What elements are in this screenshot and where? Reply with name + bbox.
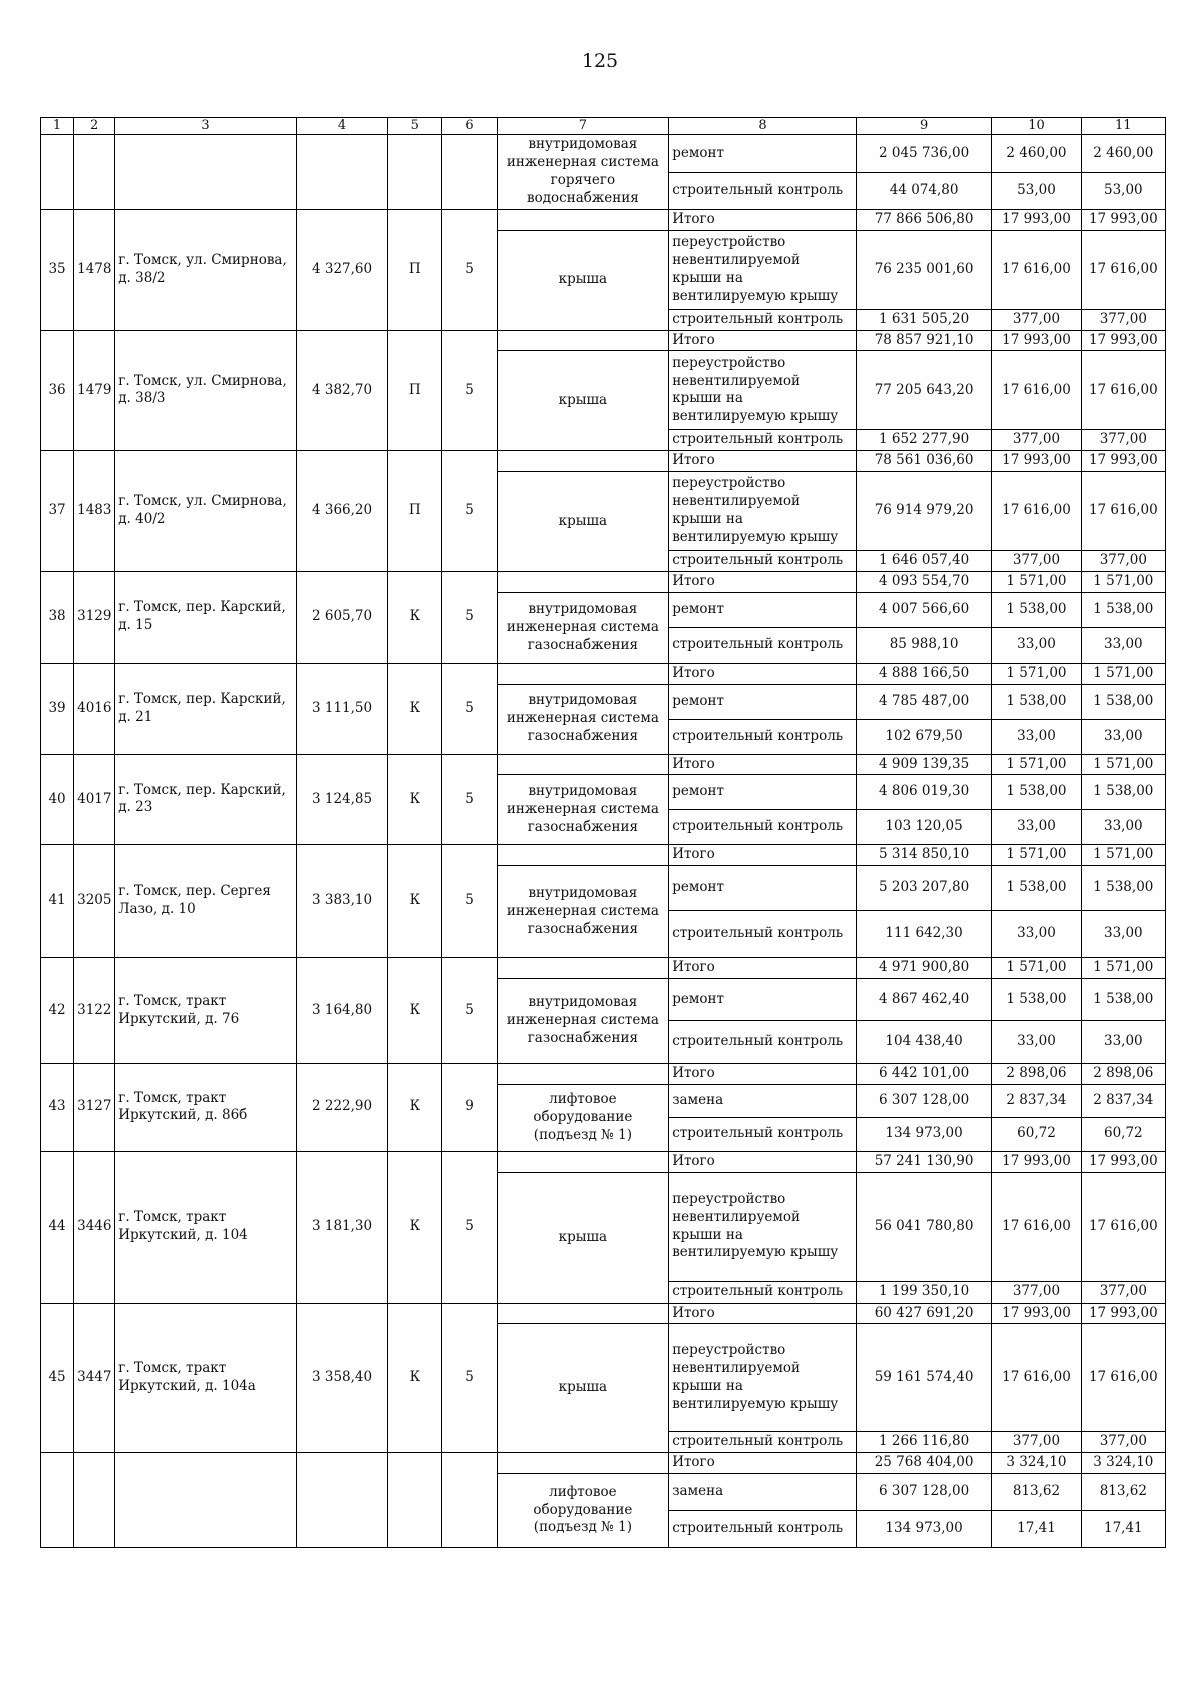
unit-cost-cell: 17,41 [992,1511,1081,1548]
element-cell: внутридомовая инженерная система газоснабжения [497,592,669,663]
element-cell [497,1151,669,1172]
area-cell: 3 383,10 [296,845,387,958]
house-id-cell: 1483 [74,451,115,572]
column-number-header-row [41,118,1166,135]
cost-cell: 59 161 574,40 [856,1324,991,1432]
cost-cell: 102 679,50 [856,719,991,754]
unit-cost-cell: 17 616,00 [992,1324,1081,1432]
cost-cell: 56 041 780,80 [856,1172,991,1281]
cost-cell: 134 973,00 [856,1511,991,1548]
floors-cell: 5 [442,571,497,663]
column-number: 2 [74,118,115,135]
address-cell: г. Томск, тракт Иркутский, д. 104 [115,1151,297,1303]
house-id-cell: 3446 [74,1151,115,1303]
address-cell [115,135,297,210]
element-cell: лифтовое оборудование (подъезд № 1) [497,1474,669,1548]
unit-cost-cell: 377,00 [992,1432,1081,1453]
unit-cost-cell: 1 571,00 [992,754,1081,775]
work-type-cell: строительный контроль [669,1020,857,1063]
work-type-cell: переустройство невентилируемой крыши на вентилируемую крышу [669,472,857,551]
work-type-cell: Итого [669,1303,857,1324]
floors-cell: 5 [442,210,497,331]
cost-cell: 1 266 116,80 [856,1432,991,1453]
cost-cell: 4 909 139,35 [856,754,991,775]
unit-cost-cell: 1 538,00 [992,775,1081,810]
area-cell: 2 605,70 [296,571,387,663]
row-number-cell: 41 [41,845,74,958]
material-cell: П [388,330,442,451]
column-number: 1 [41,118,74,135]
limit-cost-cell: 53,00 [1081,173,1165,210]
limit-cost-cell: 1 571,00 [1081,571,1165,592]
limit-cost-cell: 1 571,00 [1081,663,1165,684]
element-cell: внутридомовая инженерная система газоснабжения [497,978,669,1063]
work-type-cell: замена [669,1084,857,1117]
work-type-cell: Итого [669,845,857,866]
page-number: 125 [581,50,619,72]
house-id-cell [74,1453,115,1548]
area-cell: 3 358,40 [296,1303,387,1453]
limit-cost-cell: 17 616,00 [1081,1324,1165,1432]
row-number-cell: 44 [41,1151,74,1303]
unit-cost-cell: 17 616,00 [992,351,1081,430]
area-cell: 4 327,60 [296,210,387,331]
element-cell [497,451,669,472]
unit-cost-cell: 377,00 [992,430,1081,451]
element-cell: внутридомовая инженерная система горячего водоснабжения [497,135,669,210]
row-number-cell: 45 [41,1303,74,1453]
work-type-cell: Итого [669,958,857,979]
material-cell: П [388,210,442,331]
house-id-cell: 4016 [74,663,115,754]
work-type-cell: строительный контроль [669,719,857,754]
row-number-cell [41,135,74,210]
material-cell: К [388,754,442,845]
unit-cost-cell: 33,00 [992,1020,1081,1063]
element-cell [497,663,669,684]
cost-cell: 78 561 036,60 [856,451,991,472]
work-type-cell: ремонт [669,592,857,627]
table-row [41,754,1166,775]
limit-cost-cell: 17 616,00 [1081,230,1165,309]
column-number: 10 [992,118,1081,135]
work-type-cell: строительный контроль [669,551,857,572]
limit-cost-cell: 2 837,34 [1081,1084,1165,1117]
cost-cell: 4 888 166,50 [856,663,991,684]
unit-cost-cell: 17 993,00 [992,451,1081,472]
row-number-cell: 37 [41,451,74,572]
element-cell: внутридомовая инженерная система газоснабжения [497,684,669,754]
cost-cell: 103 120,05 [856,810,991,845]
element-cell: крыша [497,351,669,451]
limit-cost-cell: 1 571,00 [1081,754,1165,775]
work-type-cell: Итого [669,663,857,684]
house-id-cell: 3127 [74,1063,115,1151]
address-cell: г. Томск, тракт Иркутский, д. 76 [115,958,297,1064]
limit-cost-cell: 377,00 [1081,1281,1165,1303]
table-row [41,1453,1166,1474]
floors-cell [442,1453,497,1548]
column-number: 11 [1081,118,1165,135]
work-type-cell: строительный контроль [669,810,857,845]
cost-cell: 60 427 691,20 [856,1303,991,1324]
cost-cell: 5 314 850,10 [856,845,991,866]
row-number-cell: 39 [41,663,74,754]
table-row [41,330,1166,351]
cost-cell: 4 867 462,40 [856,978,991,1020]
cost-cell: 5 203 207,80 [856,866,991,911]
unit-cost-cell: 377,00 [992,309,1081,330]
work-type-cell: строительный контроль [669,1281,857,1303]
element-cell: крыша [497,230,669,330]
row-number-cell [41,1453,74,1548]
limit-cost-cell: 33,00 [1081,911,1165,958]
cost-cell: 2 045 736,00 [856,135,991,173]
cost-cell: 1 631 505,20 [856,309,991,330]
element-cell [497,1063,669,1084]
address-cell: г. Томск, пер. Карский, д. 15 [115,571,297,663]
cost-cell: 4 971 900,80 [856,958,991,979]
limit-cost-cell: 17 993,00 [1081,330,1165,351]
cost-cell: 6 307 128,00 [856,1474,991,1511]
house-id-cell [74,135,115,210]
element-cell: крыша [497,1172,669,1303]
limit-cost-cell: 377,00 [1081,430,1165,451]
limit-cost-cell: 3 324,10 [1081,1453,1165,1474]
capital-repair-table [40,117,1166,1548]
row-number-cell: 43 [41,1063,74,1151]
limit-cost-cell: 1 538,00 [1081,592,1165,627]
limit-cost-cell: 813,62 [1081,1474,1165,1511]
cost-cell: 134 973,00 [856,1117,991,1151]
cost-cell: 76 235 001,60 [856,230,991,309]
limit-cost-cell: 17,41 [1081,1511,1165,1548]
work-type-cell: ремонт [669,866,857,911]
work-type-cell: строительный контроль [669,309,857,330]
element-cell [497,210,669,231]
limit-cost-cell: 377,00 [1081,309,1165,330]
floors-cell: 5 [442,845,497,958]
cost-cell: 44 074,80 [856,173,991,210]
column-number: 7 [497,118,669,135]
unit-cost-cell: 53,00 [992,173,1081,210]
column-number: 6 [442,118,497,135]
cost-cell: 104 438,40 [856,1020,991,1063]
address-cell: г. Томск, тракт Иркутский, д. 86б [115,1063,297,1151]
address-cell: г. Томск, пер. Сергея Лазо, д. 10 [115,845,297,958]
cost-cell: 1 646 057,40 [856,551,991,572]
unit-cost-cell: 2 460,00 [992,135,1081,173]
table-row [41,1151,1166,1172]
row-number-cell: 40 [41,754,74,845]
address-cell: г. Томск, ул. Смирнова, д. 40/2 [115,451,297,572]
unit-cost-cell: 1 571,00 [992,958,1081,979]
address-cell: г. Томск, ул. Смирнова, д. 38/3 [115,330,297,451]
work-type-cell: строительный контроль [669,430,857,451]
work-type-cell: ремонт [669,775,857,810]
unit-cost-cell: 1 571,00 [992,571,1081,592]
table-row [41,571,1166,592]
cost-cell: 77 205 643,20 [856,351,991,430]
work-type-cell: переустройство невентилируемой крыши на вентилируемую крышу [669,1172,857,1281]
material-cell: К [388,958,442,1064]
unit-cost-cell: 813,62 [992,1474,1081,1511]
column-number: 8 [669,118,857,135]
floors-cell: 5 [442,1151,497,1303]
work-type-cell: строительный контроль [669,627,857,663]
cost-cell: 76 914 979,20 [856,472,991,551]
material-cell: К [388,1063,442,1151]
unit-cost-cell: 1 538,00 [992,684,1081,719]
column-number: 9 [856,118,991,135]
limit-cost-cell: 1 538,00 [1081,684,1165,719]
table-row [41,845,1166,866]
cost-cell: 57 241 130,90 [856,1151,991,1172]
element-cell [497,845,669,866]
unit-cost-cell: 2 898,06 [992,1063,1081,1084]
cost-cell: 85 988,10 [856,627,991,663]
limit-cost-cell: 377,00 [1081,551,1165,572]
element-cell [497,1453,669,1474]
limit-cost-cell: 33,00 [1081,719,1165,754]
cost-cell: 4 785 487,00 [856,684,991,719]
limit-cost-cell: 1 571,00 [1081,845,1165,866]
address-cell: г. Томск, пер. Карский, д. 23 [115,754,297,845]
table-row [41,663,1166,684]
unit-cost-cell: 377,00 [992,551,1081,572]
work-type-cell: строительный контроль [669,1511,857,1548]
limit-cost-cell: 33,00 [1081,1020,1165,1063]
floors-cell: 5 [442,754,497,845]
unit-cost-cell: 2 837,34 [992,1084,1081,1117]
row-number-cell: 36 [41,330,74,451]
work-type-cell: переустройство невентилируемой крыши на вентилируемую крышу [669,351,857,430]
cost-cell: 111 642,30 [856,911,991,958]
material-cell [388,135,442,210]
unit-cost-cell: 60,72 [992,1117,1081,1151]
floors-cell: 9 [442,1063,497,1151]
house-id-cell: 1478 [74,210,115,331]
area-cell [296,135,387,210]
limit-cost-cell: 17 616,00 [1081,351,1165,430]
house-id-cell: 3447 [74,1303,115,1453]
limit-cost-cell: 1 538,00 [1081,978,1165,1020]
limit-cost-cell: 1 571,00 [1081,958,1165,979]
cost-cell: 1 199 350,10 [856,1281,991,1303]
unit-cost-cell: 1 571,00 [992,845,1081,866]
floors-cell: 5 [442,958,497,1064]
unit-cost-cell: 377,00 [992,1281,1081,1303]
work-type-cell: строительный контроль [669,1432,857,1453]
area-cell: 3 124,85 [296,754,387,845]
material-cell: К [388,845,442,958]
table-row [41,451,1166,472]
limit-cost-cell: 17 993,00 [1081,210,1165,231]
material-cell: К [388,1303,442,1453]
unit-cost-cell: 17 616,00 [992,230,1081,309]
unit-cost-cell: 1 538,00 [992,978,1081,1020]
house-id-cell: 3122 [74,958,115,1064]
material-cell [388,1453,442,1548]
cost-cell: 1 652 277,90 [856,430,991,451]
floors-cell: 5 [442,330,497,451]
address-cell: г. Томск, пер. Карский, д. 21 [115,663,297,754]
work-type-cell: Итого [669,330,857,351]
house-id-cell: 3129 [74,571,115,663]
work-type-cell: Итого [669,451,857,472]
element-cell [497,754,669,775]
unit-cost-cell: 17 616,00 [992,1172,1081,1281]
table-row [41,958,1166,979]
limit-cost-cell: 2 898,06 [1081,1063,1165,1084]
column-number: 5 [388,118,442,135]
cost-cell: 77 866 506,80 [856,210,991,231]
area-cell [296,1453,387,1548]
limit-cost-cell: 17 993,00 [1081,451,1165,472]
element-cell [497,571,669,592]
cost-cell: 25 768 404,00 [856,1453,991,1474]
limit-cost-cell: 33,00 [1081,810,1165,845]
address-cell: г. Томск, тракт Иркутский, д. 104а [115,1303,297,1453]
floors-cell [442,135,497,210]
work-type-cell: замена [669,1474,857,1511]
area-cell: 3 164,80 [296,958,387,1064]
unit-cost-cell: 17 993,00 [992,330,1081,351]
work-type-cell: строительный контроль [669,911,857,958]
unit-cost-cell: 1 571,00 [992,663,1081,684]
unit-cost-cell: 17 616,00 [992,472,1081,551]
unit-cost-cell: 33,00 [992,627,1081,663]
unit-cost-cell: 17 993,00 [992,1303,1081,1324]
unit-cost-cell: 33,00 [992,719,1081,754]
row-number-cell: 35 [41,210,74,331]
limit-cost-cell: 17 993,00 [1081,1303,1165,1324]
material-cell: К [388,1151,442,1303]
limit-cost-cell: 2 460,00 [1081,135,1165,173]
house-id-cell: 3205 [74,845,115,958]
work-type-cell: переустройство невентилируемой крыши на вентилируемую крышу [669,230,857,309]
element-cell: крыша [497,472,669,572]
table-row [41,1063,1166,1084]
element-cell: крыша [497,1324,669,1453]
work-type-cell: ремонт [669,684,857,719]
table-row [41,210,1166,231]
element-cell [497,1303,669,1324]
work-type-cell: Итого [669,754,857,775]
area-cell: 4 366,20 [296,451,387,572]
area-cell: 2 222,90 [296,1063,387,1151]
limit-cost-cell: 17 616,00 [1081,1172,1165,1281]
row-number-cell: 38 [41,571,74,663]
work-type-cell: переустройство невентилируемой крыши на вентилируемую крышу [669,1324,857,1432]
limit-cost-cell: 60,72 [1081,1117,1165,1151]
column-number: 3 [115,118,297,135]
work-type-cell: Итого [669,1453,857,1474]
element-cell [497,330,669,351]
limit-cost-cell: 1 538,00 [1081,775,1165,810]
row-number-cell: 42 [41,958,74,1064]
floors-cell: 5 [442,663,497,754]
address-cell [115,1453,297,1548]
area-cell: 3 181,30 [296,1151,387,1303]
work-type-cell: Итого [669,1063,857,1084]
unit-cost-cell: 1 538,00 [992,592,1081,627]
unit-cost-cell: 17 993,00 [992,1151,1081,1172]
cost-cell: 6 307 128,00 [856,1084,991,1117]
limit-cost-cell: 17 993,00 [1081,1151,1165,1172]
element-cell: внутридомовая инженерная система газоснабжения [497,866,669,958]
limit-cost-cell: 1 538,00 [1081,866,1165,911]
address-cell: г. Томск, ул. Смирнова, д. 38/2 [115,210,297,331]
column-number: 4 [296,118,387,135]
cost-cell: 6 442 101,00 [856,1063,991,1084]
work-type-cell: строительный контроль [669,1117,857,1151]
work-type-cell: Итого [669,210,857,231]
element-cell [497,958,669,979]
unit-cost-cell: 3 324,10 [992,1453,1081,1474]
cost-cell: 4 806 019,30 [856,775,991,810]
cost-cell: 78 857 921,10 [856,330,991,351]
cost-cell: 4 093 554,70 [856,571,991,592]
unit-cost-cell: 1 538,00 [992,866,1081,911]
work-type-cell: ремонт [669,978,857,1020]
unit-cost-cell: 33,00 [992,911,1081,958]
work-type-cell: Итого [669,571,857,592]
work-type-cell: Итого [669,1151,857,1172]
floors-cell: 5 [442,1303,497,1453]
area-cell: 4 382,70 [296,330,387,451]
material-cell: К [388,663,442,754]
material-cell: П [388,451,442,572]
limit-cost-cell: 33,00 [1081,627,1165,663]
area-cell: 3 111,50 [296,663,387,754]
unit-cost-cell: 17 993,00 [992,210,1081,231]
floors-cell: 5 [442,451,497,572]
work-type-cell: строительный контроль [669,173,857,210]
table-row [41,1303,1166,1324]
work-type-cell: ремонт [669,135,857,173]
element-cell: внутридомовая инженерная система газоснабжения [497,775,669,845]
unit-cost-cell: 33,00 [992,810,1081,845]
table-row [41,135,1166,173]
cost-cell: 4 007 566,60 [856,592,991,627]
material-cell: К [388,571,442,663]
house-id-cell: 4017 [74,754,115,845]
limit-cost-cell: 17 616,00 [1081,472,1165,551]
house-id-cell: 1479 [74,330,115,451]
element-cell: лифтовое оборудование (подъезд № 1) [497,1084,669,1151]
limit-cost-cell: 377,00 [1081,1432,1165,1453]
